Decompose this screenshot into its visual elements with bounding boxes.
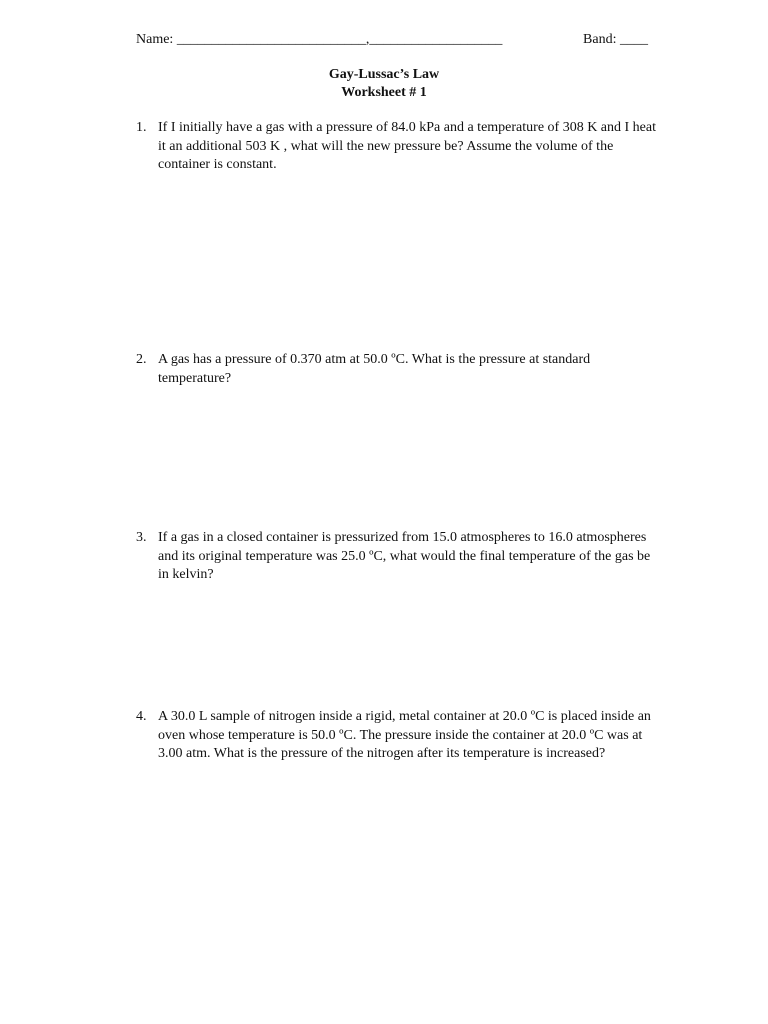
header: [136, 31, 648, 49]
band-field-label: Band: ____: [583, 32, 648, 47]
question-1: [136, 119, 656, 175]
worksheet-subtitle: Worksheet # 1: [341, 85, 427, 100]
worksheet-title: Gay-Lussac’s Law: [328, 67, 440, 82]
question-2: [136, 351, 656, 388]
question-3: [136, 529, 656, 585]
name-field-label: Name: ___________________________,___________________: [136, 32, 503, 47]
question-text: If I initially have a gas with a pressure of 84.0 kPa and a temperature of 308 K and I heat it an additional 503 K , what will the new pressure be? Assume the volume of the container is constant.: [158, 120, 656, 172]
question-number: 2.: [136, 352, 147, 367]
question-text: If a gas in a closed container is pressurized from 15.0 atmospheres to 16.0 atmospheres and its original temperature was 25.0 ºC, what would the final temperature of the gas be in kelvin?: [158, 530, 651, 582]
question-4: [136, 708, 656, 764]
question-text: A gas has a pressure of 0.370 atm at 50.0 ºC. What is the pressure at standard temperature?: [158, 352, 591, 386]
question-number: 3.: [136, 530, 147, 545]
question-number: 4.: [136, 709, 147, 724]
question-text: A 30.0 L sample of nitrogen inside a rigid, metal container at 20.0 ºC is placed inside an oven whose temperature is 50.0 ºC. The pressure inside the container at 20.0 ºC was at 3.00 atm. What is the pressure of the nitrogen after its temperature is increased?: [158, 709, 651, 761]
question-number: 1.: [136, 120, 147, 135]
title-block: [0, 66, 768, 102]
